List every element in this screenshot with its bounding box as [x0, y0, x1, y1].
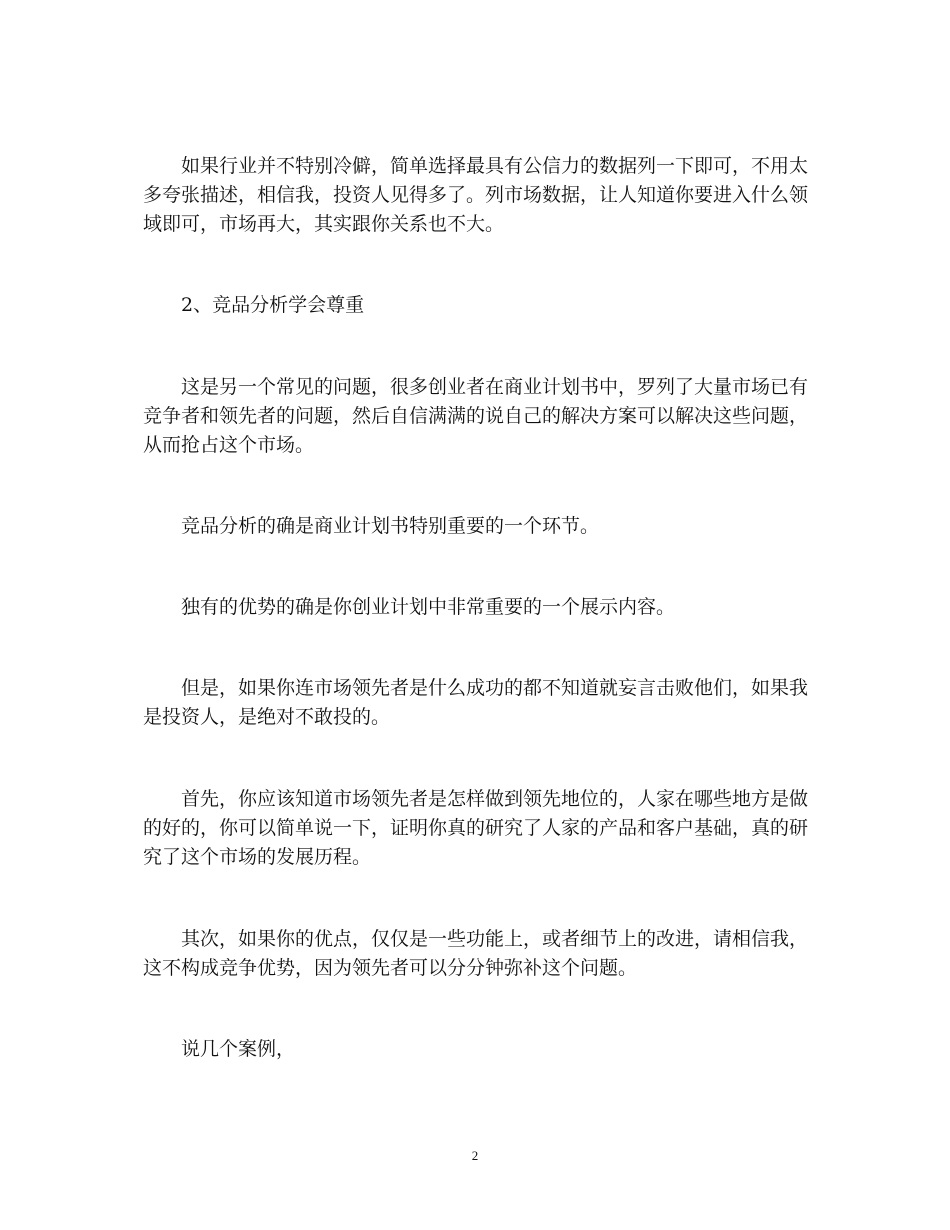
document-body [143, 152, 808, 1064]
paragraph-competitor-importance: 竞品分析的确是商业计划书特别重要的一个环节。 [181, 515, 600, 537]
paragraph-second-point: 其次，如果你的优点，仅仅是一些功能上，或者细节上的改进，请相信我，这不构成竞争优势，因为领先者可以分分钟弥补这个问题。 [143, 928, 809, 979]
paragraph-first-point: 首先，你应该知道市场领先者是怎样做到领先地位的，人家在哪些地方是做的好的，你可以简单说一下，证明你真的研究了人家的产品和客户基础，真的研究了这个市场的发展历程。 [143, 788, 809, 868]
page-number: 2 [471, 1148, 479, 1163]
paragraph-unique-advantage: 独有的优势的确是你创业计划中非常重要的一个展示内容。 [181, 596, 676, 618]
paragraph-market-data: 如果行业并不特别冷僻，简单选择最具有公信力的数据列一下即可，不用太多夸张描述，相信我，投资人见得多了。列市场数据，让人知道你要进入什么领域即可，市场再大，其实跟你关系也不大。 [143, 155, 809, 235]
paragraph-common-problem: 这是另一个常见的问题，很多创业者在商业计划书中，罗列了大量市场已有竞争者和领先者的问题，然后自信满满的说自己的解决方案可以解决这些问题，从而抢占这个市场。 [143, 376, 809, 456]
section-heading-competitor-analysis: 2、竞品分析学会尊重 [181, 294, 365, 316]
paragraph-market-leader: 但是，如果你连市场领先者是什么成功的都不知道就妄言击败他们，如果我是投资人，是绝对不敢投的。 [143, 677, 809, 728]
paragraph-cases-intro: 说几个案例， [181, 1038, 296, 1060]
